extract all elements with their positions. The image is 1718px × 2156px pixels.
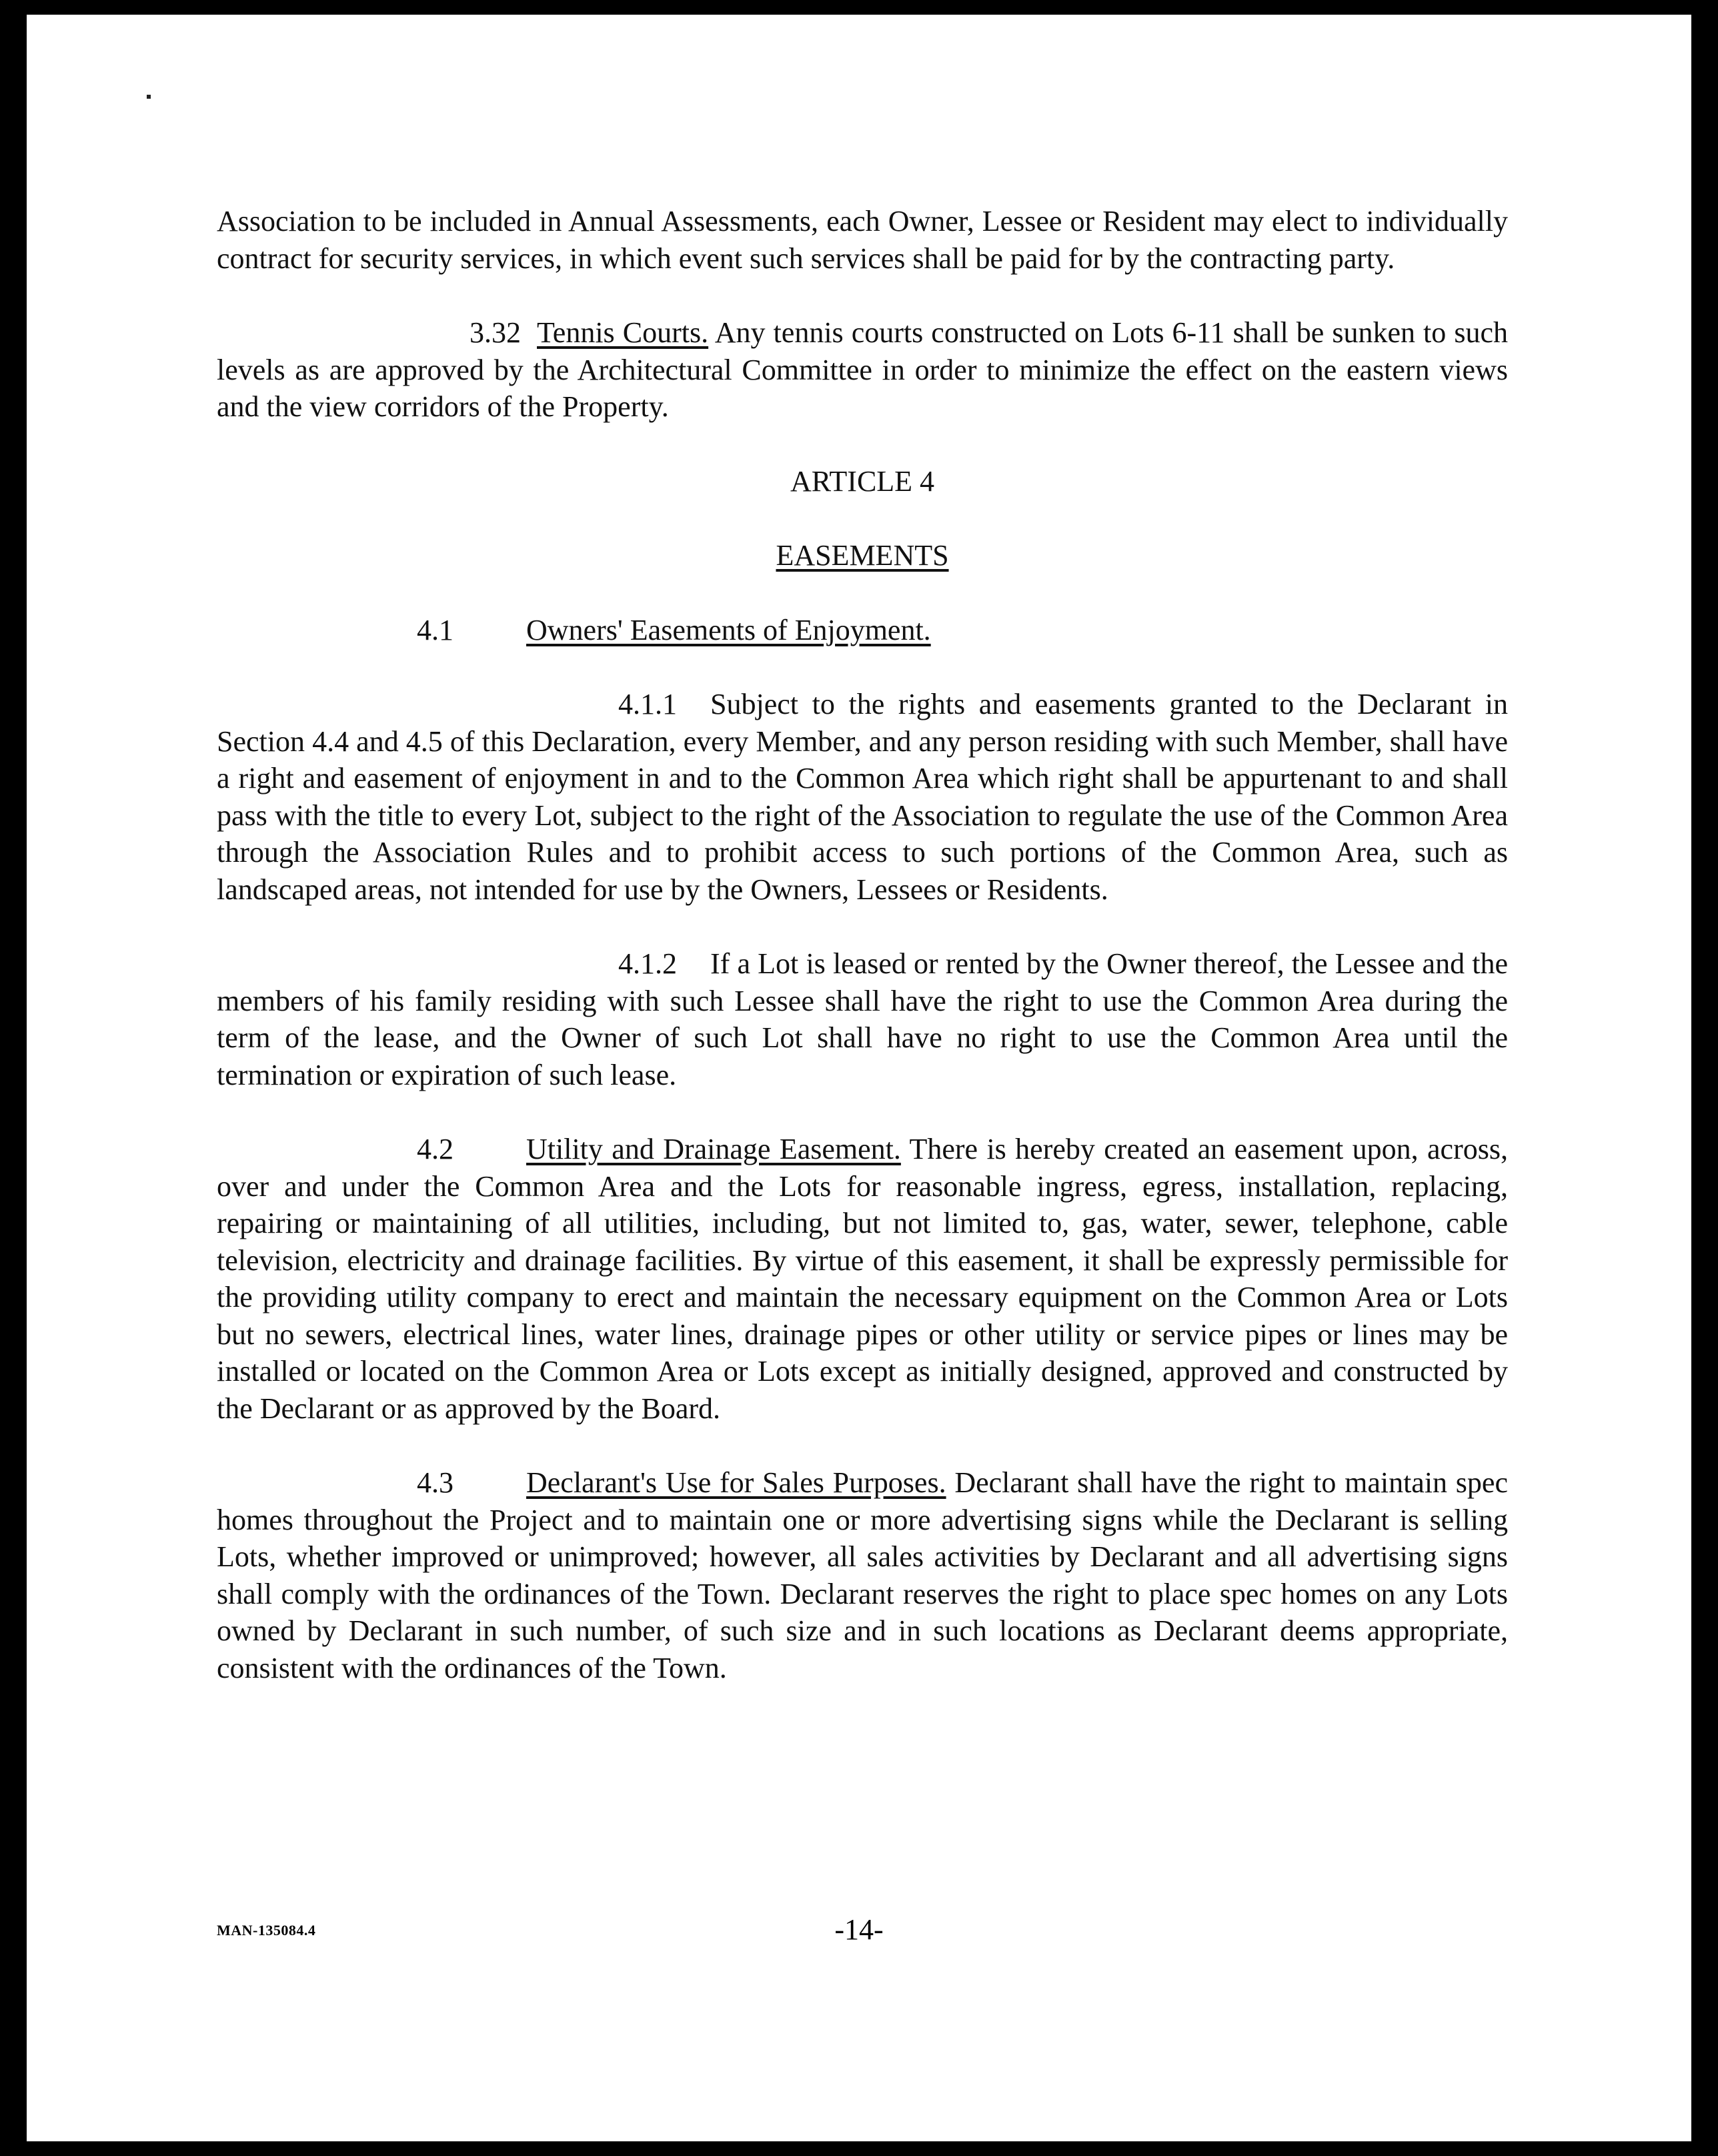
document-body	[217, 203, 1508, 1686]
section-4-2-number: 4.2	[417, 1133, 454, 1165]
section-4-2	[217, 1131, 1508, 1427]
document-page	[27, 15, 1691, 2141]
article-heading: ARTICLE 4	[790, 464, 935, 498]
section-4-1-1	[217, 686, 1508, 908]
section-4-3-number: 4.3	[417, 1466, 454, 1499]
paragraph-carryover: Association to be included in Annual Assessments, each Owner, Lessee or Resident may elect to individually contract for security services, in which event such services shall be paid for by the contracting party.	[217, 205, 1508, 275]
section-4-2-text: There is hereby created an easement upon, across, over and under the Common Area and the Lots for reasonable ingress, egress, installation, replacing, repairing or maintaining of all utilities, including, but not limited to, gas, water, sewer, telephone, cable television, electricity and drainage facilities. By virtue of this easement, it shall be expressly permissible for the providing utility company to erect and maintain the necessary equipment on the Common Area or Lots but no sewers, electrical lines, water lines, drainage pipes or other utility or service pipes or lines may be installed or located on the Common Area or Lots except as initially designed, approved and constructed by the Declarant or as approved by the Board.	[217, 1133, 1508, 1425]
article-title: EASEMENTS	[776, 539, 949, 572]
section-4-1-1-text: Subject to the rights and easements granted to the Declarant in Section 4.4 and 4.5 of this Declaration, every Member, and any person residing with such Member, shall have a right and easement of enjoyment in and to the Common Area which right shall be appurtenant to and shall pass with the title to every Lot, subject to the right of the Association to regulate the use of the Common Area through the Association Rules and to prohibit access to such portions of the Common Area, such as landscaped areas, not intended for use by the Owners, Lessees or Residents.	[217, 688, 1508, 906]
section-3-32-title: Tennis Courts.	[537, 316, 709, 349]
section-4-3	[217, 1464, 1508, 1686]
section-4-1-title: Owners' Easements of Enjoyment.	[526, 613, 931, 646]
scan-speck	[147, 95, 151, 99]
section-4-1-2-text: If a Lot is leased or rented by the Owner thereof, the Lessee and the members of his family residing with such Lessee shall have the right to use the Common Area during the term of the lease, and the Owner of such Lot shall have no right to use the Common Area until the termination or expiration of such lease.	[217, 947, 1508, 1091]
page-footer	[27, 1913, 1691, 1953]
section-3-32	[217, 314, 1508, 426]
page-number: -14-	[834, 1913, 884, 1946]
section-3-32-text: Any tennis courts constructed on Lots 6-11 shall be sunken to such levels as are approved by the Architectural Committee in order to minimize the effect on the eastern views and the view corridors of the Property.	[217, 316, 1508, 423]
section-4-1-2	[217, 945, 1508, 1093]
section-4-2-title: Utility and Drainage Easement.	[526, 1133, 901, 1165]
section-4-1-number: 4.1	[417, 613, 454, 646]
section-4-3-title: Declarant's Use for Sales Purposes.	[526, 1466, 946, 1499]
section-4-1-2-number: 4.1.2	[618, 947, 677, 980]
section-3-32-number: 3.32	[470, 316, 521, 349]
section-4-3-text: Declarant shall have the right to maintain spec homes throughout the Project and to maintain one or more advertising signs while the Declarant is selling Lots, whether improved or unimproved; however, all sales activities by Declarant and all advertising signs shall comply with the ordinances of the Town. Declarant reserves the right to place spec homes on any Lots owned by Declarant in such number, of such size and in such locations as Declarant deems appropriate, consistent with the ordinances of the Town.	[217, 1466, 1508, 1684]
document-id: MAN-135084.4	[217, 1922, 316, 1939]
section-4-1-1-number: 4.1.1	[618, 688, 677, 720]
section-4-1	[217, 612, 1508, 649]
